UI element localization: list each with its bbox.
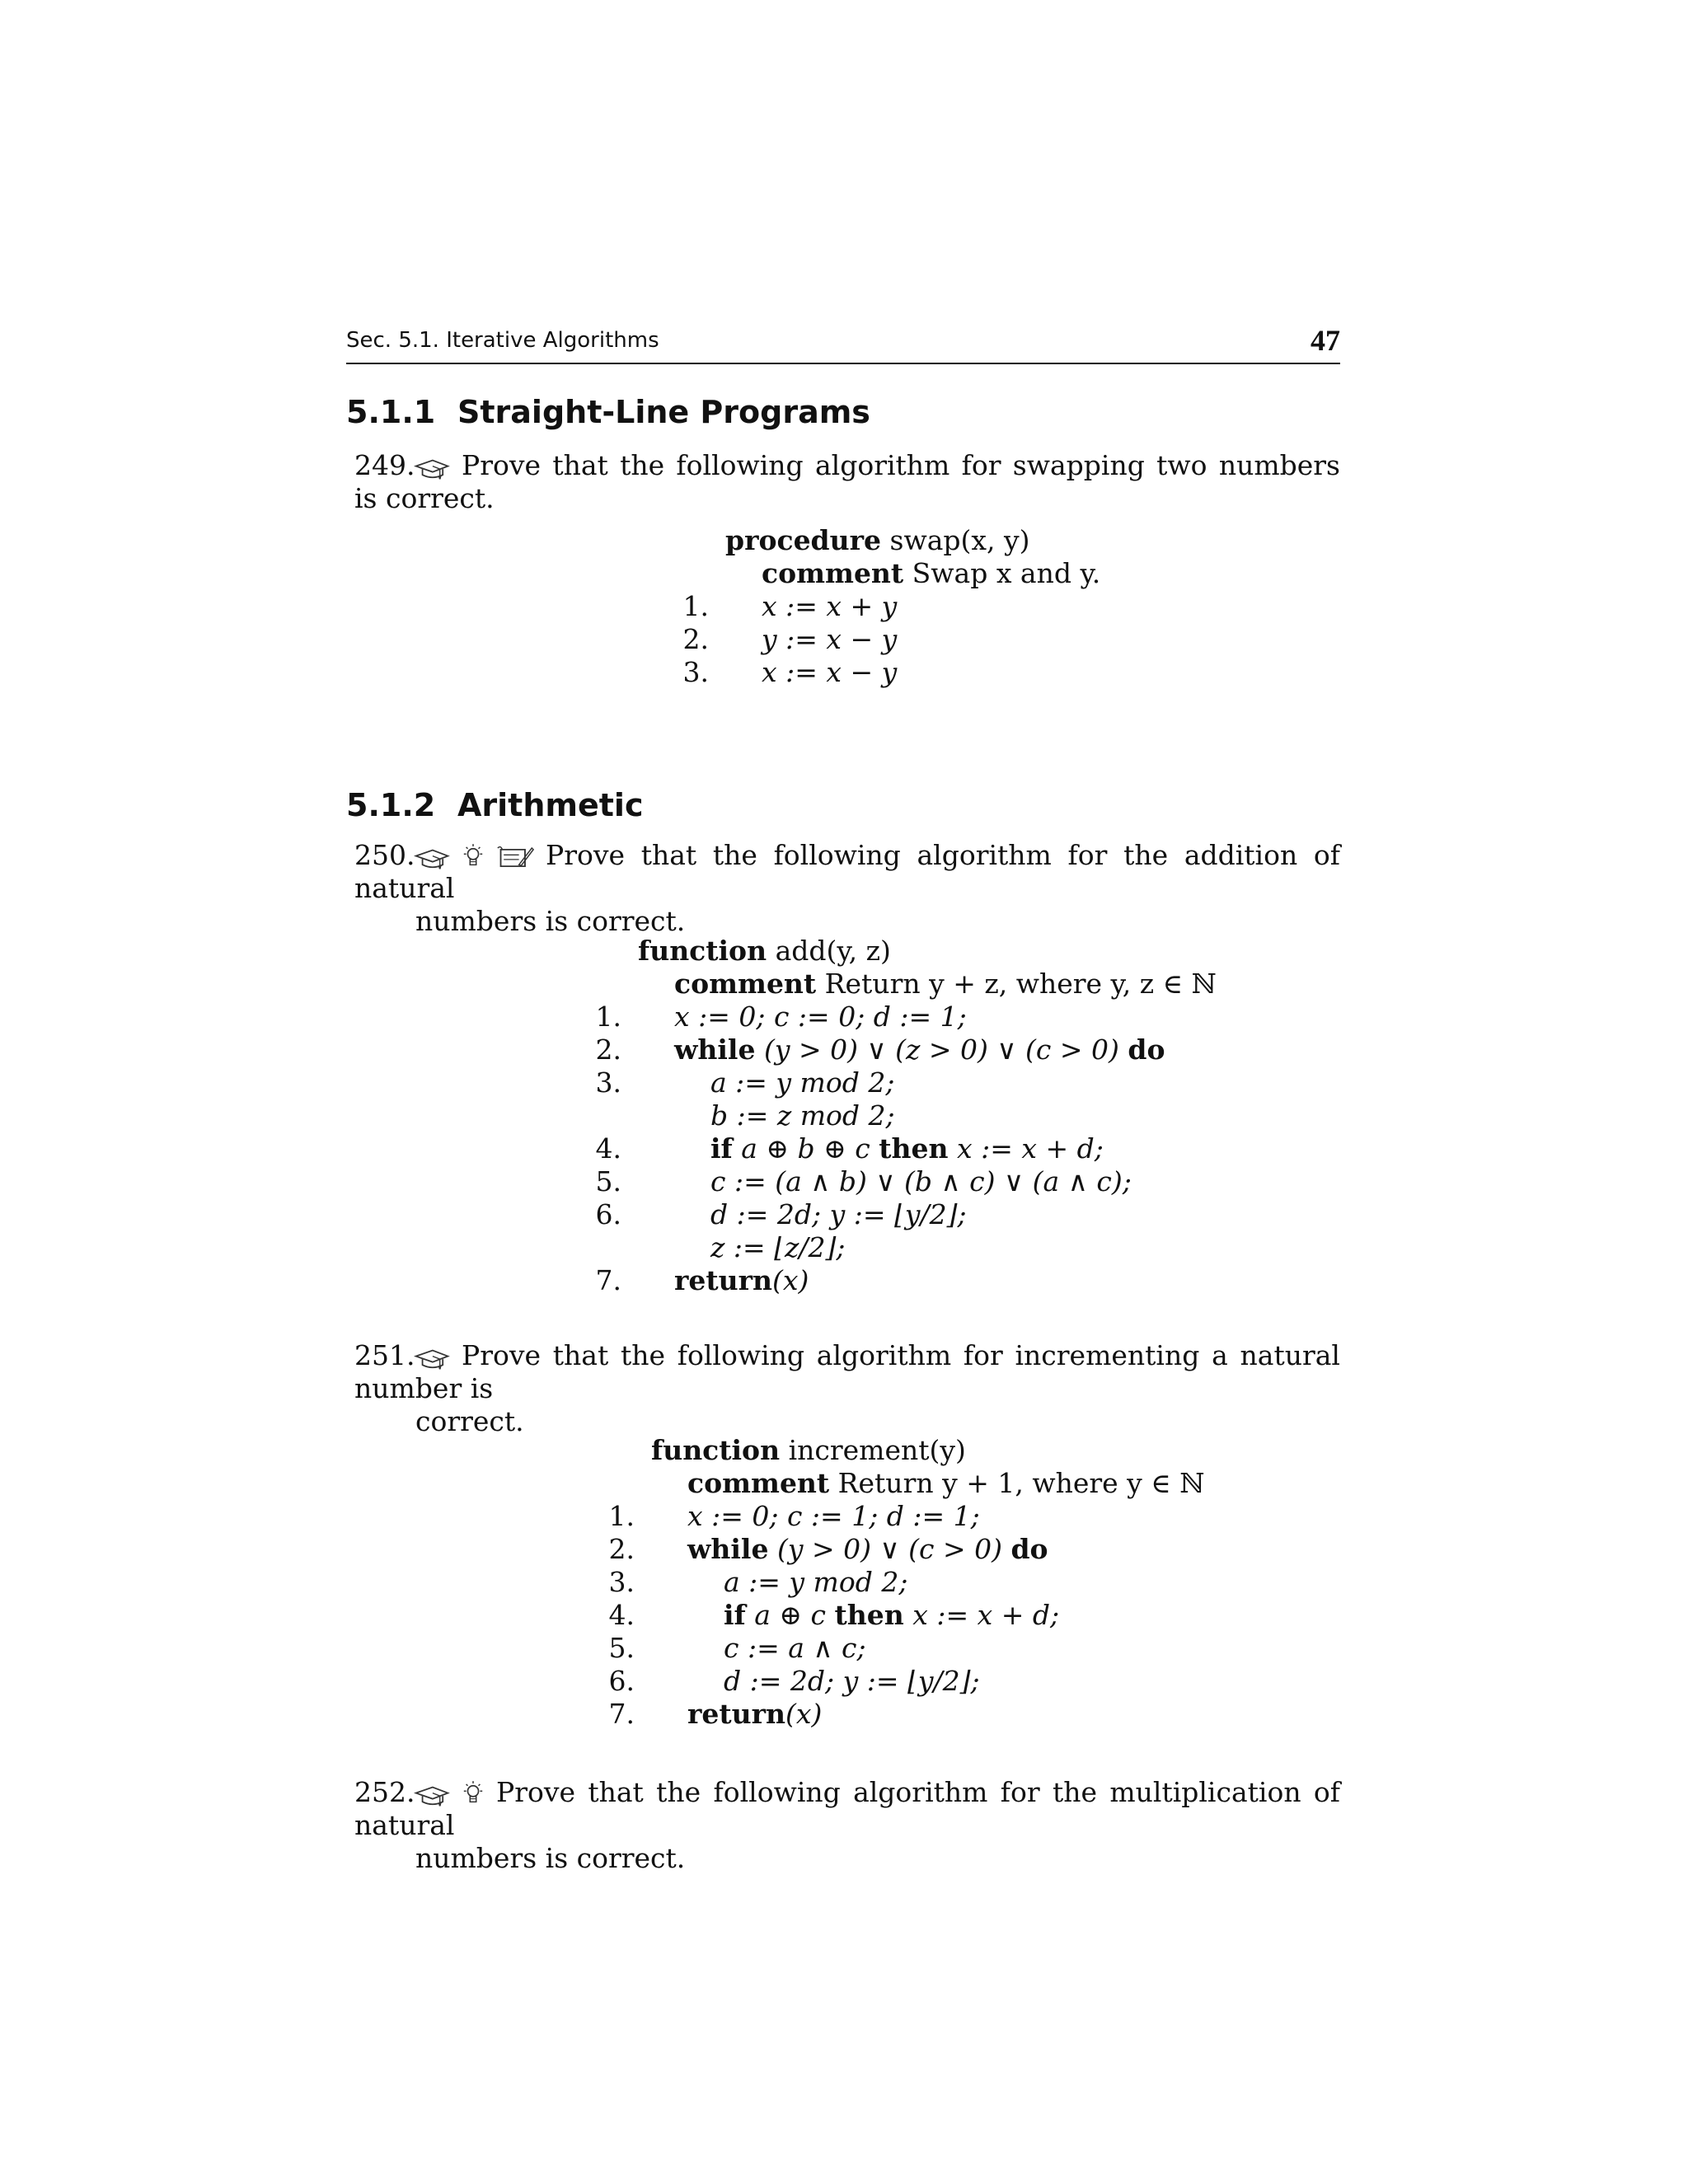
- return-keyword: return: [687, 1698, 785, 1730]
- then-keyword: then: [834, 1599, 904, 1631]
- while-keyword: while: [687, 1533, 769, 1565]
- code-text: y := x − y: [762, 623, 898, 655]
- comment-keyword: comment: [762, 557, 904, 589]
- comment-text: Swap x and y.: [912, 557, 1101, 589]
- problem-252: [354, 1776, 1340, 1875]
- then-keyword: then: [879, 1132, 949, 1165]
- line-number: 3.: [608, 1566, 635, 1598]
- section-heading-5-1-1: [346, 394, 870, 430]
- code-text: (x): [772, 1264, 809, 1296]
- line-number: 1.: [595, 1001, 621, 1033]
- do-keyword: do: [1128, 1033, 1165, 1066]
- comment-text: Return y + z, where y, z ∈ ℕ: [824, 968, 1217, 1000]
- code-text: a := y mod 2;: [724, 1566, 908, 1598]
- code-text: d := 2d; y := ⌊y/2⌋;: [710, 1198, 967, 1230]
- running-head: [346, 323, 1340, 364]
- line-number: 6.: [608, 1665, 635, 1697]
- return-keyword: return: [674, 1264, 772, 1296]
- section-heading-5-1-2: [346, 787, 643, 823]
- code-text: (y > 0) ∨ (c > 0): [776, 1533, 1002, 1565]
- code-text: c := (a ∧ b) ∨ (b ∧ c) ∨ (a ∧ c);: [710, 1165, 1132, 1197]
- code-text: a := y mod 2;: [710, 1066, 895, 1099]
- problem-text: Prove that the following algorithm for the multiplication of natural: [354, 1776, 1340, 1841]
- line-number: 1.: [682, 590, 709, 622]
- code-text: x := x + d;: [912, 1599, 1060, 1631]
- line-number: 2.: [682, 623, 709, 655]
- lightbulb-icon: [462, 1780, 485, 1808]
- mortarboard-icon: [414, 1785, 450, 1808]
- code-text: a ⊕ b ⊕ c: [741, 1132, 870, 1165]
- section-title: Arithmetic: [457, 787, 644, 823]
- while-keyword: while: [674, 1033, 756, 1066]
- problem-number: 249.: [354, 449, 415, 481]
- line-number: 2.: [608, 1533, 635, 1565]
- algo-keyword: function: [638, 935, 767, 967]
- line-number: 3.: [595, 1066, 621, 1099]
- problem-250: [354, 839, 1340, 938]
- problem-249: [354, 449, 1340, 515]
- problem-text: Prove that the following algorithm for the addition of natural: [354, 839, 1340, 904]
- comment-keyword: comment: [674, 968, 817, 1000]
- line-number: 3.: [682, 656, 709, 688]
- code-text: x := x + y: [762, 590, 898, 622]
- code-text: c := a ∧ c;: [724, 1632, 866, 1664]
- mortarboard-icon: [414, 458, 450, 481]
- algo-signature: add(y, z): [775, 935, 891, 967]
- line-number: 7.: [595, 1264, 621, 1296]
- line-number: 4.: [595, 1132, 621, 1165]
- mortarboard-icon: [414, 1348, 450, 1371]
- line-number: 7.: [608, 1698, 635, 1730]
- if-keyword: if: [710, 1132, 733, 1165]
- line-number: 6.: [595, 1198, 621, 1230]
- code-text: a ⊕ c: [754, 1599, 827, 1631]
- line-number: 4.: [608, 1599, 635, 1631]
- lightbulb-icon: [462, 843, 485, 871]
- code-text: x := 0; c := 1; d := 1;: [687, 1500, 980, 1532]
- scroll-icon: [496, 845, 534, 871]
- code-text: d := 2d; y := ⌊y/2⌋;: [724, 1665, 980, 1697]
- code-text: x := 0; c := 0; d := 1;: [674, 1001, 967, 1033]
- line-number: 2.: [595, 1033, 621, 1066]
- code-text: (y > 0) ∨ (z > 0) ∨ (c > 0): [763, 1033, 1119, 1066]
- problem-text: Prove that the following algorithm for incrementing a natural number is: [354, 1339, 1340, 1404]
- code-text: b := z mod 2;: [710, 1099, 895, 1132]
- algo-keyword: procedure: [725, 524, 882, 556]
- algo-signature: swap(x, y): [889, 524, 1030, 556]
- problem-text-continued: correct.: [415, 1405, 524, 1437]
- line-number: 5.: [595, 1165, 621, 1197]
- section-number: 5.1.2: [346, 787, 436, 823]
- comment-text: Return y + 1, where y ∈ ℕ: [837, 1467, 1205, 1499]
- algo-signature: increment(y): [788, 1434, 966, 1466]
- problem-number: 250.: [354, 839, 415, 871]
- problem-text: Prove that the following algorithm for swapping two numbers is correct.: [354, 449, 1340, 514]
- algo-keyword: function: [651, 1434, 781, 1466]
- code-text: z := ⌊z/2⌋;: [710, 1231, 846, 1263]
- code-text: x := x + d;: [957, 1132, 1104, 1165]
- page-number: 47: [1311, 324, 1340, 357]
- line-number: 5.: [608, 1632, 635, 1664]
- line-number: 1.: [608, 1500, 635, 1532]
- problem-text-continued: numbers is correct.: [415, 905, 686, 937]
- comment-keyword: comment: [687, 1467, 830, 1499]
- problem-number: 252.: [354, 1776, 415, 1808]
- code-text: x := x − y: [762, 656, 898, 688]
- running-title: Sec. 5.1. Iterative Algorithms: [346, 328, 659, 353]
- if-keyword: if: [724, 1599, 746, 1631]
- section-number: 5.1.1: [346, 394, 436, 430]
- problem-text-continued: numbers is correct.: [415, 1842, 686, 1874]
- code-text: (x): [785, 1698, 823, 1730]
- section-title: Straight-Line Programs: [457, 394, 870, 430]
- problem-number: 251.: [354, 1339, 415, 1371]
- mortarboard-icon: [414, 848, 450, 871]
- do-keyword: do: [1010, 1533, 1048, 1565]
- problem-251: [354, 1339, 1340, 1438]
